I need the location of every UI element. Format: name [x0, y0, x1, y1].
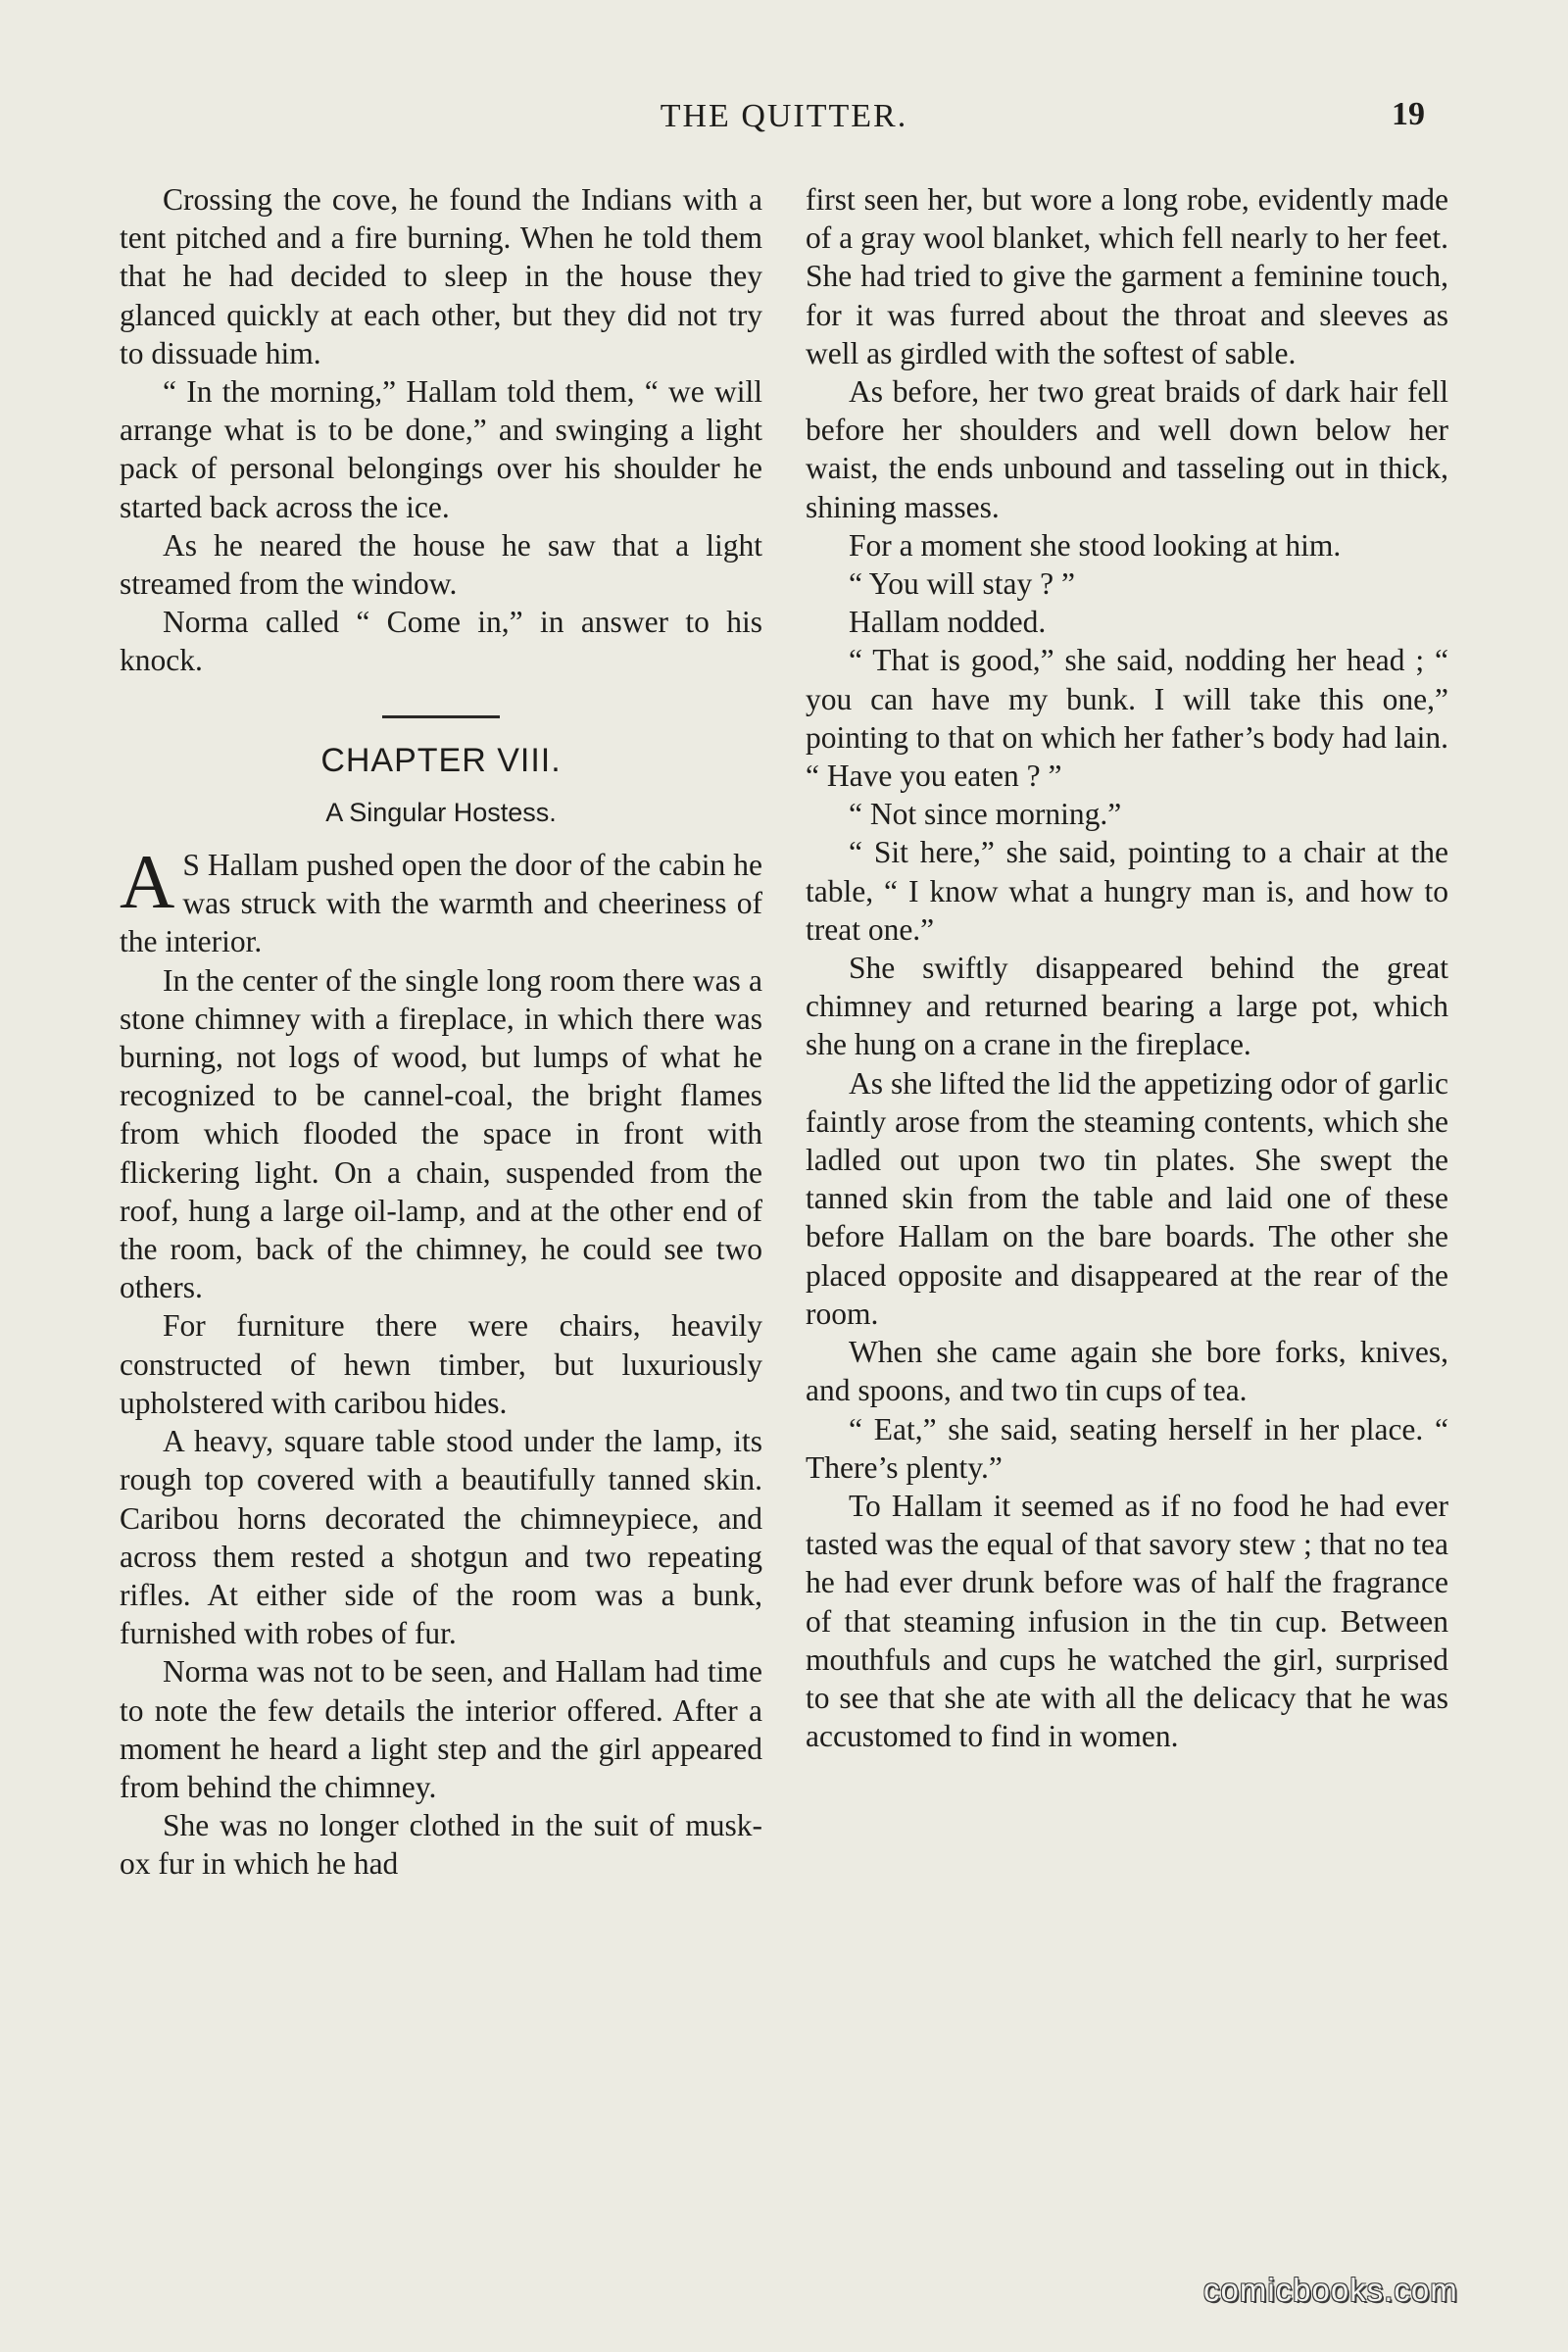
paragraph: As he neared the house he saw that a light streamed from the window.: [120, 527, 762, 602]
paragraph: A heavy, square table stood under the lamp, its rough top covered with a beautifully tanned skin. Caribou horns decorated the chimneypiece, and across them rested a shotgun and two repeating rifles. At either side of the room was a bunk, furnished with robes of fur.: [120, 1424, 762, 1651]
paragraph: “ Sit here,” she said, pointing to a chair at the table, “ I know what a hungry man is, and how to treat one.”: [806, 835, 1448, 947]
paragraph: To Hallam it seemed as if no food he had ever tasted was the equal of that savory stew ; that no tea he had ever drunk before was of half the fragrance of that steaming infusion in the tin cup. Between mouthfuls and cups he watched the girl, surprised to see that she ate with all the delicacy that he was accustomed to find in women.: [806, 1488, 1448, 1754]
paragraph: She was no longer clothed in the suit of musk-ox fur in which he had: [120, 1808, 762, 1882]
paragraph: Norma called “ Come in,” in answer to his knock.: [120, 605, 762, 678]
paragraph: In the center of the single long room there was a stone chimney with a fireplace, in which there was burning, not logs of wood, but lumps of what he recognized to be cannel-coal, the bright flames from which flooded the space in front with flickering light. On a chain, suspended from the roof, hung a large oil-lamp, and at the other end of the room, back of the chimney, he could see two others.: [120, 962, 762, 1305]
watermark: comicbooks.com: [1203, 2272, 1458, 2308]
left-column: [120, 180, 762, 1884]
chapter-heading: CHAPTER VIII.: [320, 741, 562, 779]
paragraph: “ Not since morning.”: [849, 797, 1122, 832]
section-divider: [382, 715, 500, 718]
continued-paragraph: first seen her, but wore a long robe, evidently made of a gray wool blanket, which fell nearly to her feet. She had tried to give the garment a feminine touch, for it was furred about the throat and sleeves as well as girdled with the softest of sable.: [806, 182, 1448, 370]
chapter-subtitle: A Singular Hostess.: [325, 797, 557, 827]
opening-paragraph: [120, 839, 762, 961]
paragraph: “ In the morning,” Hallam told them, “ we will arrange what is to be done,” and swinging a light pack of personal belongings over his shoulder he started back across the ice.: [120, 374, 762, 524]
paragraph: As before, her two great braids of dark hair fell before her shoulders and well down below her waist, the ends unbound and tasseling out in thick, shining masses.: [806, 374, 1448, 524]
right-column: [806, 180, 1448, 1755]
paragraph: As she lifted the lid the appetizing odor of garlic faintly arose from the steaming contents, which she ladled out upon two tin plates. She swept the tanned skin from the table and laid one of these before Hallam on the bare boards. The other she placed opposite and disappeared at the rear of the room.: [806, 1065, 1448, 1331]
running-title: THE QUITTER.: [660, 98, 908, 134]
paragraph: Norma was not to be seen, and Hallam had time to note the few details the interior offered. After a moment he heard a light step and the girl appeared from behind the chimney.: [120, 1654, 762, 1804]
paragraph: “ Eat,” she said, seating herself in her place. “ There’s plenty.”: [806, 1411, 1448, 1485]
paragraph: She swiftly disappeared behind the great chimney and returned bearing a large pot, which she hung on a crane in the fireplace.: [806, 951, 1448, 1062]
paragraph: Crossing the cove, he found the Indians with a tent pitched and a fire burning. When he told them that he had decided to sleep in the house they glanced quickly at each other, but they did not try to dissuade him.: [120, 182, 762, 370]
paragraph: For a moment she stood looking at him.: [849, 527, 1342, 563]
paragraph: When she came again she bore forks, knives, and spoons, and two tin cups of tea.: [806, 1335, 1448, 1408]
drop-cap: A: [120, 839, 175, 925]
opening-text: S Hallam pushed open the door of the cabin he was struck with the warmth and cheeriness of the interior.: [120, 848, 762, 959]
page-number: 19: [1392, 96, 1425, 132]
paragraph: “ You will stay ? ”: [849, 566, 1075, 602]
paragraph: Hallam nodded.: [849, 605, 1047, 640]
paragraph: “ That is good,” she said, nodding her head ; “ you can have my bunk. I will take this one,” pointing to that on which her father’s body had lain. “ Have you eaten ? ”: [806, 643, 1448, 794]
paragraph: For furniture there were chairs, heavily constructed of hewn timber, but luxuriously upholstered with caribou hides.: [120, 1308, 762, 1420]
